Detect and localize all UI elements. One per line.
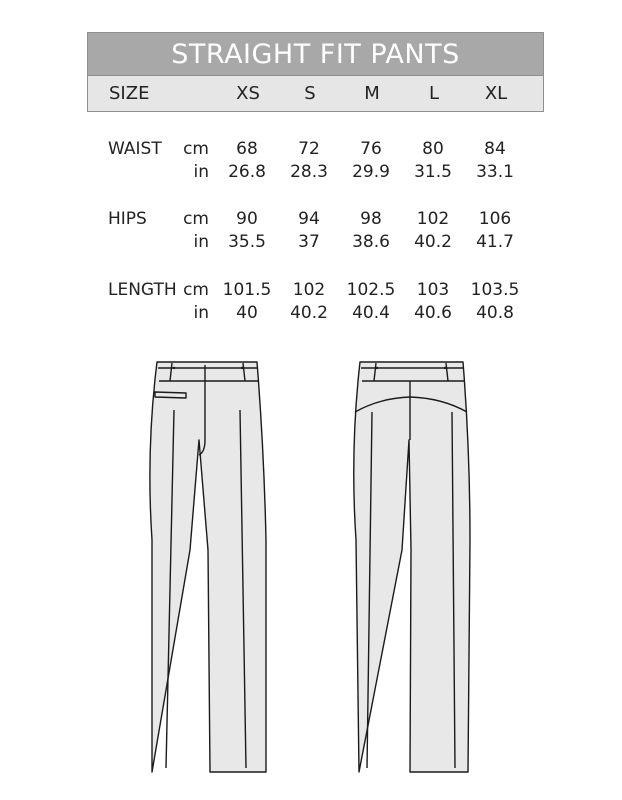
hips-in-unit: in [193, 232, 209, 252]
size-xl: XL [484, 83, 508, 104]
length-cm-unit: cm [183, 280, 209, 300]
waist-in-l: 31.5 [414, 162, 452, 182]
waist-in-xl: 33.1 [476, 162, 514, 182]
waist-in-m: 29.9 [352, 162, 390, 182]
waist-cm-xl: 84 [484, 139, 506, 159]
hips-in-xl: 41.7 [476, 232, 514, 252]
waist-cm-unit: cm [183, 139, 209, 159]
size-s: S [304, 83, 316, 104]
length-cm-xl: 103.5 [470, 280, 520, 300]
length-in-l: 40.6 [414, 303, 452, 323]
waist-label: WAIST [108, 139, 162, 159]
length-in-unit: in [193, 303, 209, 323]
hips-in-l: 40.2 [414, 232, 452, 252]
size-label: SIZE [109, 83, 150, 104]
chart-title: STRAIGHT FIT PANTS [87, 32, 544, 76]
hips-cm-xs: 90 [236, 209, 258, 229]
size-m: M [364, 83, 380, 104]
waist-cm-s: 72 [298, 139, 320, 159]
hips-label: HIPS [108, 209, 147, 229]
hips-in-s: 37 [298, 232, 320, 252]
waist-in-unit: in [193, 162, 209, 182]
size-xs: XS [236, 83, 260, 104]
hips-in-m: 38.6 [352, 232, 390, 252]
hips-cm-l: 102 [416, 209, 450, 229]
length-cm-s: 102 [292, 280, 326, 300]
length-label: LENGTH [108, 280, 177, 300]
length-in-xl: 40.8 [476, 303, 514, 323]
hips-cm-m: 98 [360, 209, 382, 229]
hips-in-xs: 35.5 [228, 232, 266, 252]
waist-in-s: 28.3 [290, 162, 328, 182]
size-l: L [428, 83, 440, 104]
length-in-s: 40.2 [290, 303, 328, 323]
waist-in-xs: 26.8 [228, 162, 266, 182]
length-in-m: 40.4 [352, 303, 390, 323]
waist-cm-xs: 68 [236, 139, 258, 159]
hips-cm-xl: 106 [478, 209, 512, 229]
pants-front-view [150, 362, 266, 772]
length-cm-xs: 101.5 [222, 280, 272, 300]
waist-cm-l: 80 [422, 139, 444, 159]
length-cm-m: 102.5 [346, 280, 396, 300]
waist-cm-m: 76 [360, 139, 382, 159]
pants-back-view [354, 362, 470, 772]
length-in-xs: 40 [236, 303, 258, 323]
hips-cm-s: 94 [298, 209, 320, 229]
length-cm-l: 103 [416, 280, 450, 300]
hips-cm-unit: cm [183, 209, 209, 229]
